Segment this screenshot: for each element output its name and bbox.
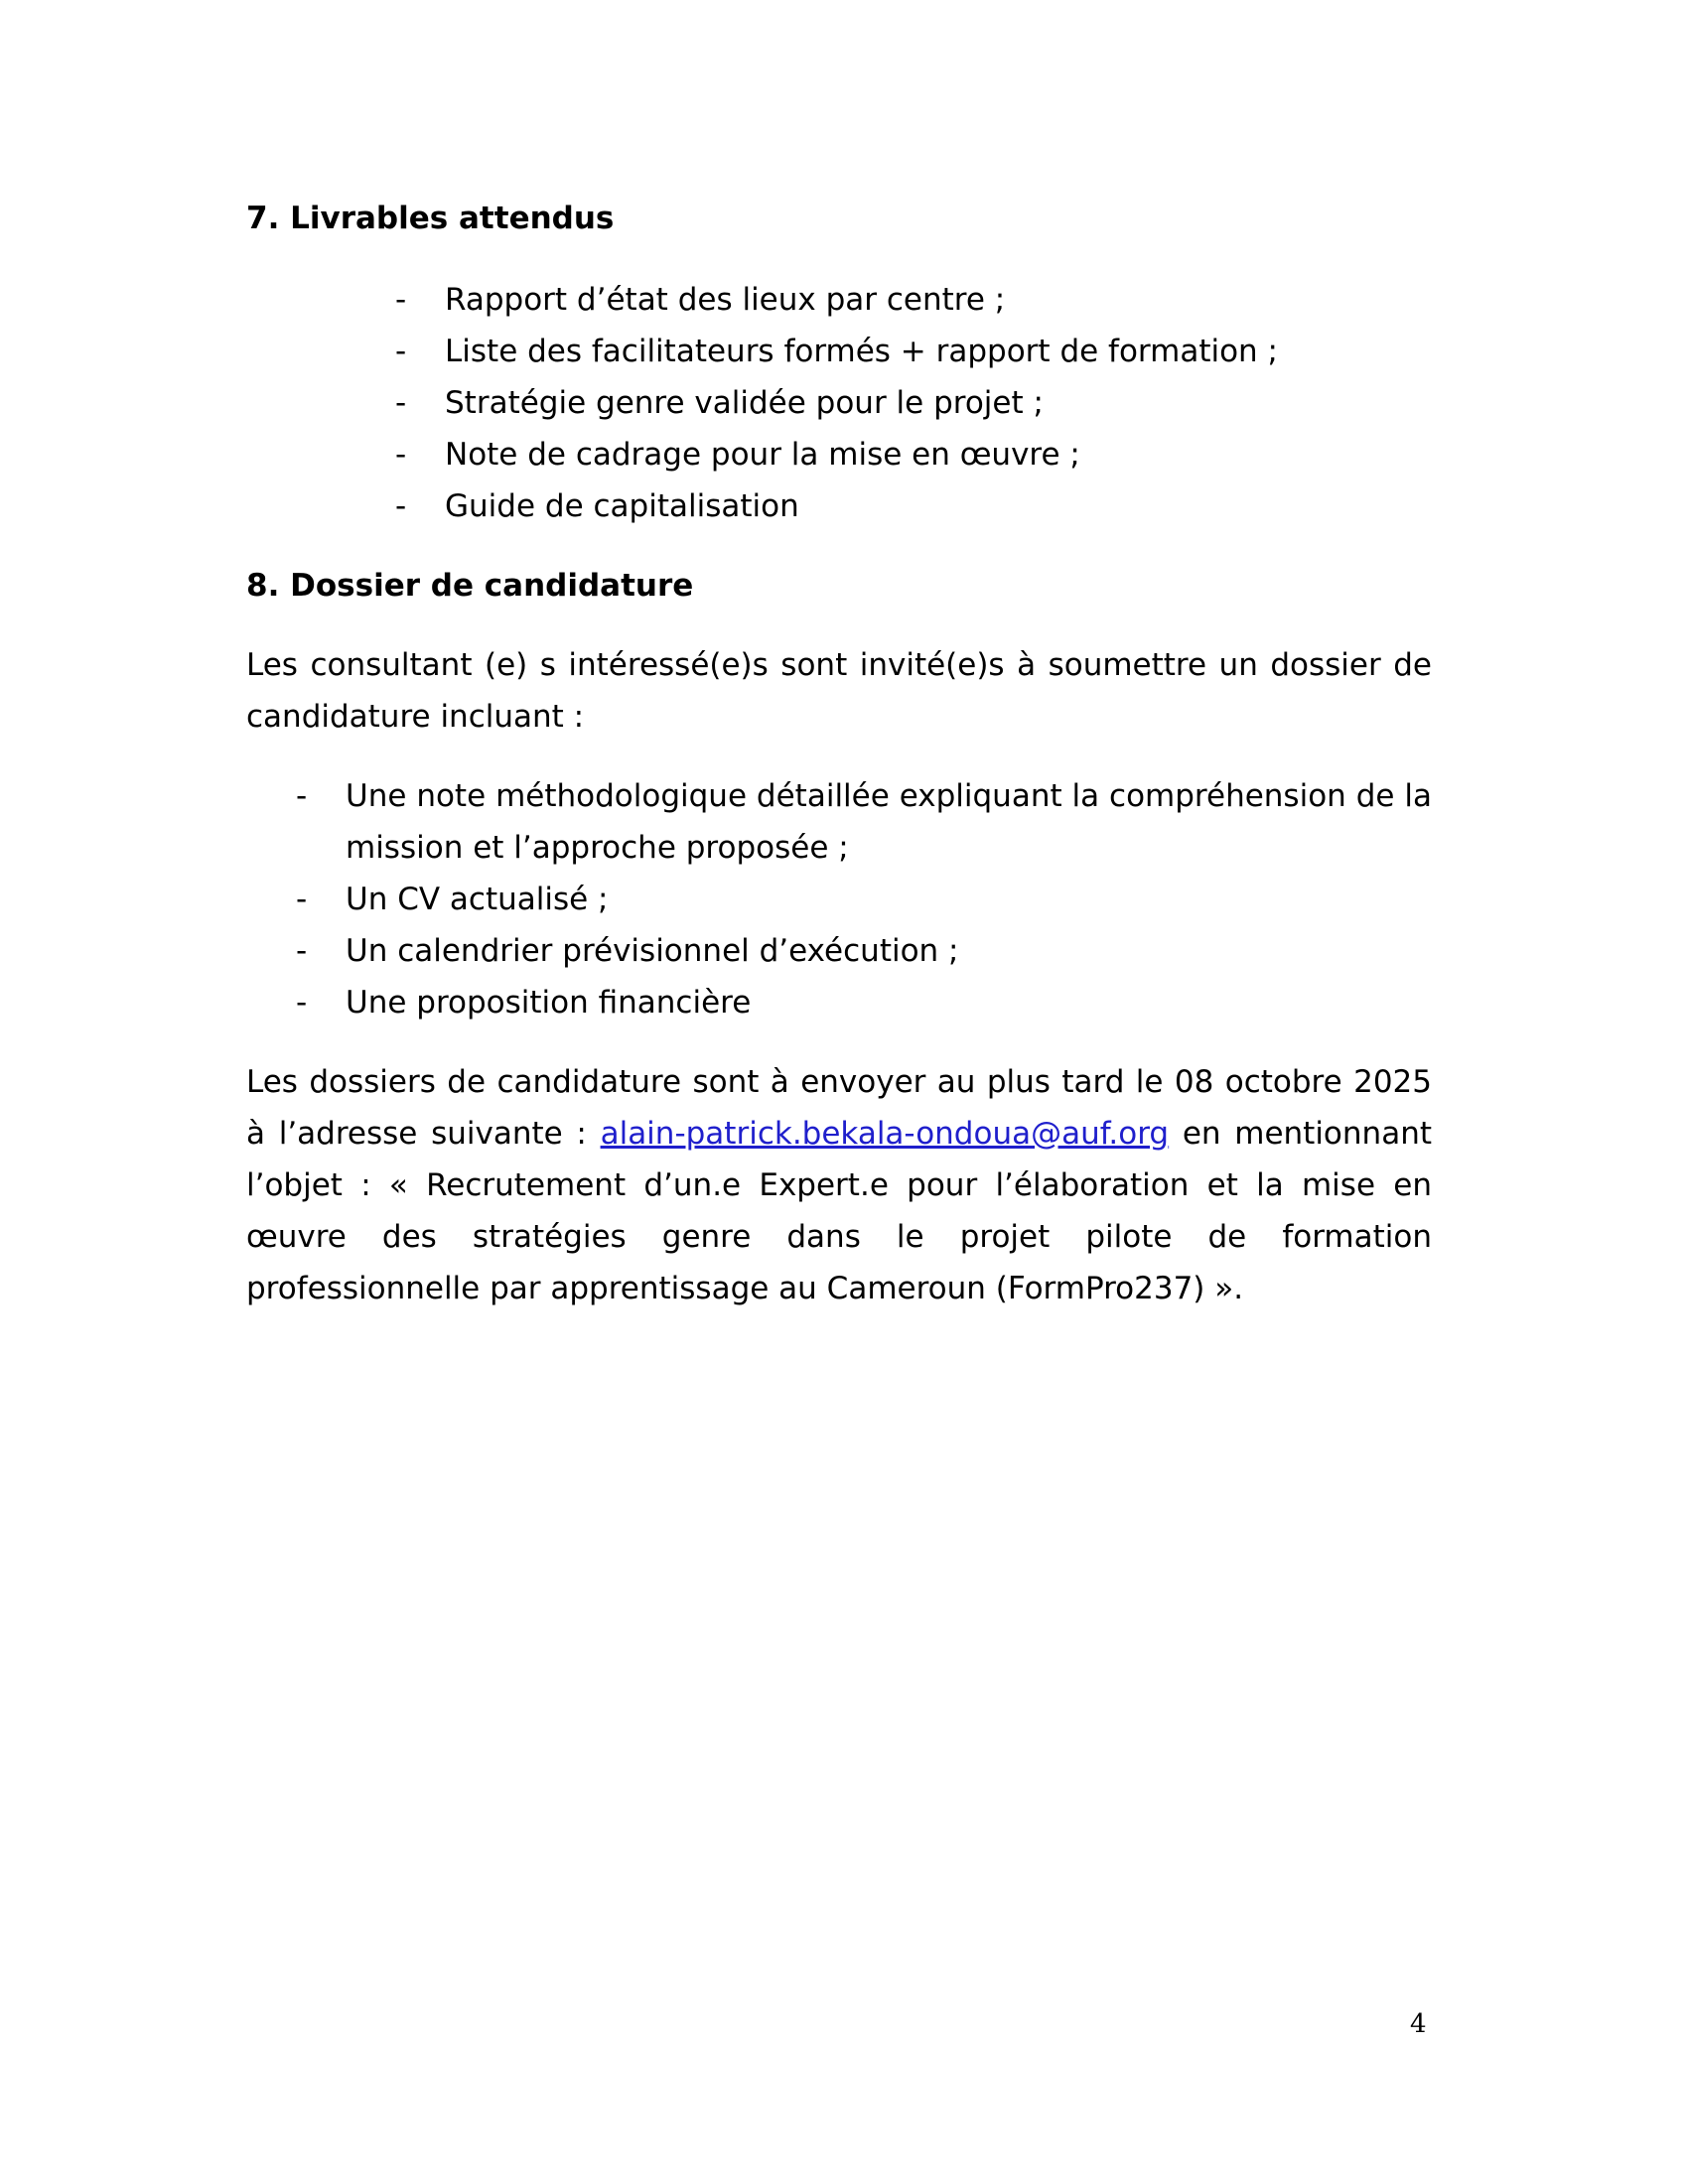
deliverables-list	[395, 274, 1438, 532]
bullet-dash: -	[395, 334, 407, 369]
application-documents-list	[296, 770, 1432, 1028]
list-item: - Guide de capitalisation	[445, 480, 1438, 532]
bullet-dash: -	[395, 437, 407, 473]
list-item: - Rapport d’état des lieux par centre ;	[445, 274, 1438, 326]
bullet-dash: -	[296, 882, 308, 917]
section-8-heading: 8. Dossier de candidature	[246, 568, 694, 604]
list-item: - Liste des facilitateurs formés + rapport de formation ;	[445, 326, 1438, 377]
bullet-dash: -	[296, 933, 308, 969]
list-item: - Une proposition financière	[346, 977, 1432, 1028]
section-7-heading: 7. Livrables attendus	[246, 201, 615, 236]
page-number: 4	[1410, 2009, 1427, 2039]
bullet-dash: -	[296, 985, 308, 1021]
bullet-dash: -	[395, 385, 407, 421]
list-item: - Une note méthodologique détaillée expliquant la compréhension de la mission et l’approche proposée ;	[346, 770, 1432, 874]
bullet-dash: -	[395, 488, 407, 524]
list-item: - Note de cadrage pour la mise en œuvre ;	[445, 429, 1438, 480]
bullet-dash: -	[296, 778, 308, 814]
submission-instructions-paragraph: Les dossiers de candidature sont à envoyer au plus tard le 08 octobre 2025 à l’adresse suivante : alain-patrick.bekala-ondoua@auf.org en mentionnant l’objet : « Recrutement d’un.e Expert.e pour l’élaboration et la mise en œuvre des stratégies genre dans le projet pilote de formation professionnelle par apprentissage au Cameroun (FormPro237) ».	[246, 1064, 1432, 1306]
list-item: - Un calendrier prévisionnel d’exécution ;	[346, 925, 1432, 977]
email-link[interactable]: alain-patrick.bekala-ondoua@auf.org	[600, 1116, 1170, 1152]
list-item: - Un CV actualisé ;	[346, 874, 1432, 925]
list-item: - Stratégie genre validée pour le projet ;	[445, 377, 1438, 429]
application-intro-paragraph: Les consultant (e) s intéressé(e)s sont invité(e)s à soumettre un dossier de candidature incluant :	[246, 647, 1432, 735]
bullet-dash: -	[395, 282, 407, 318]
